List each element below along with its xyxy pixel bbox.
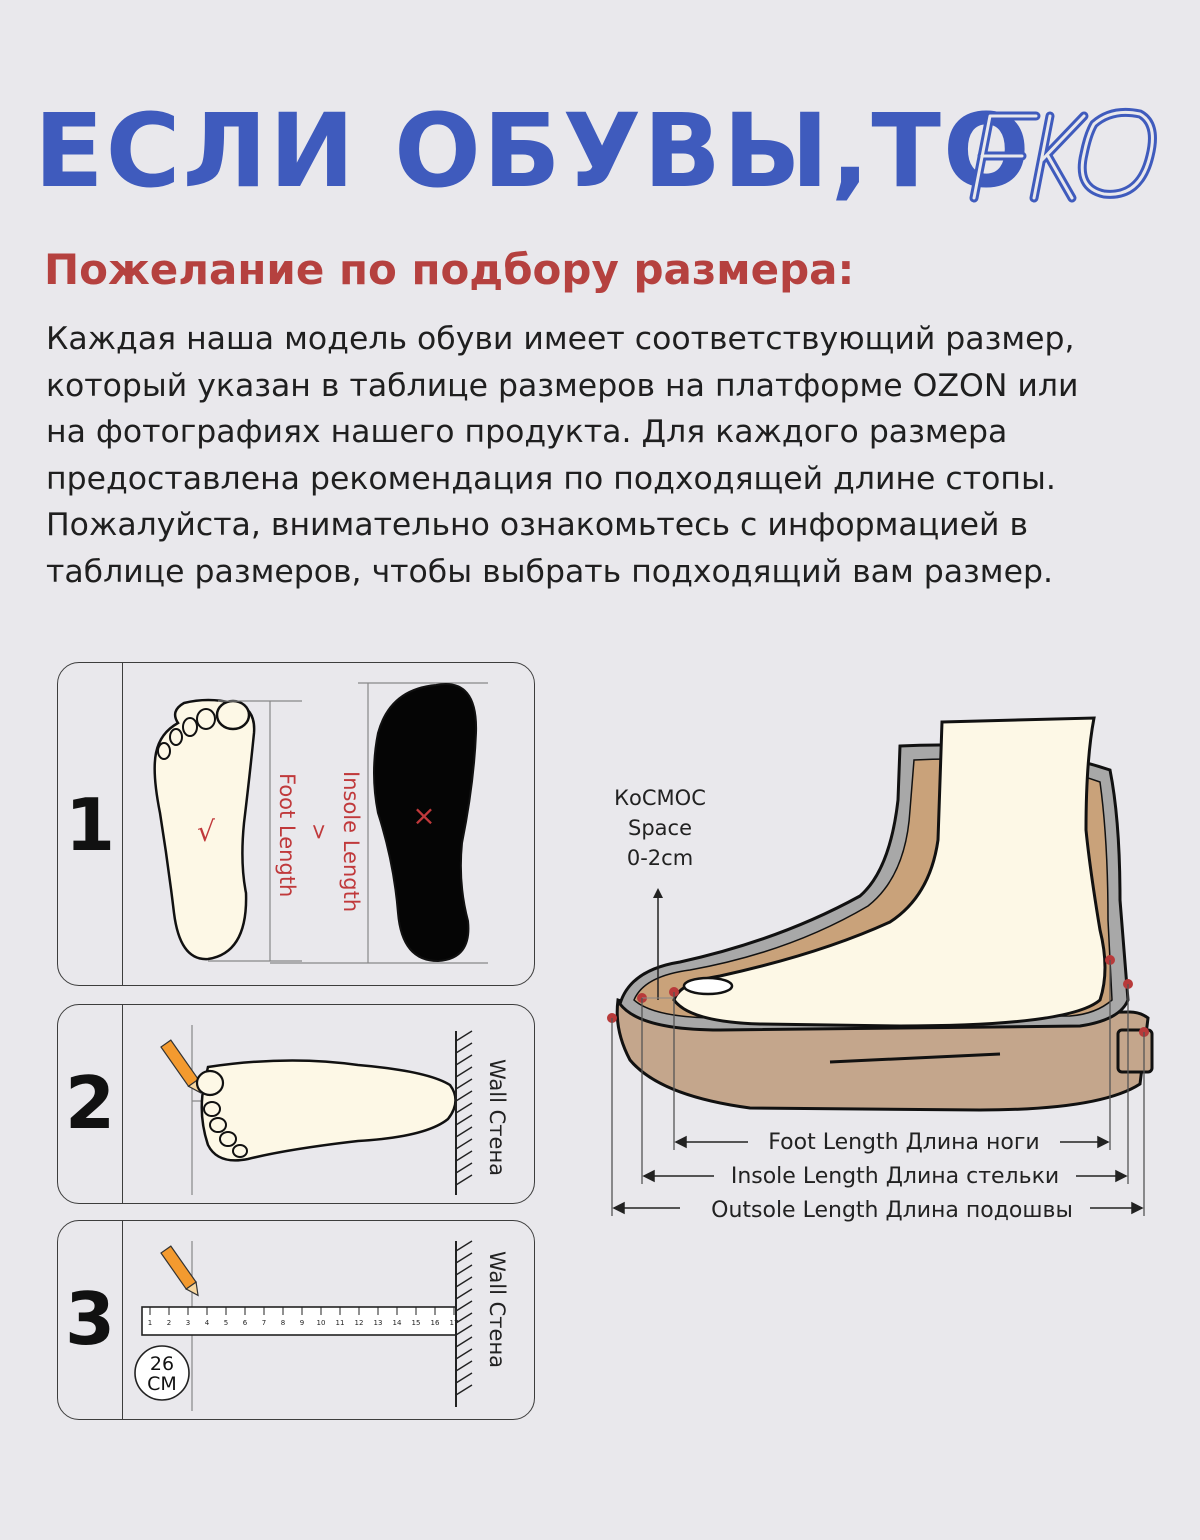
advice-line: который указан в таблице размеров на платформе OZON или	[46, 367, 1079, 404]
ruler-tick-label: 4	[204, 1319, 210, 1327]
step-1-panel	[57, 662, 535, 986]
brand-text: FKO	[1053, 208, 1055, 209]
ruler-icon	[142, 1307, 458, 1335]
check-mark: √	[197, 815, 215, 848]
advice-line: на фотографиях нашего продукта. Для каждого размера	[46, 414, 1008, 450]
ruler-tick-label: 12	[354, 1319, 364, 1327]
advice-line: предоставлена рекомендация по подходящей длине стопы.	[46, 460, 1056, 497]
ruler-tick-label: 15	[411, 1319, 421, 1327]
ruler-tick-label: 8	[280, 1319, 286, 1327]
step-3-panel	[57, 1220, 535, 1420]
advice-line: Пожалуйста, внимательно ознакомьтесь с информацией в	[46, 507, 1029, 543]
ruler-tick-label: 11	[335, 1319, 345, 1327]
brand-logo	[944, 94, 1164, 210]
ruler-tick-label: 14	[392, 1319, 402, 1327]
step-number: 2	[64, 1061, 116, 1145]
ruler-tick-label: 1	[147, 1319, 153, 1327]
outsole-length-caption: Outsole Length Длина подошвы	[711, 1198, 1073, 1223]
ruler-tick-label: 17	[449, 1319, 459, 1327]
wall-icon	[456, 1031, 472, 1195]
insole-length-caption: Insole Length Длина стельки	[730, 1164, 1060, 1189]
wall-label: Wall Стена	[485, 1251, 509, 1369]
ruler-tick-label: 3	[185, 1319, 191, 1327]
advice-line: таблице размеров, чтобы выбрать подходящий вам размер.	[46, 553, 1053, 590]
step-number: 1	[64, 783, 116, 867]
ruler-tick-label: 13	[373, 1319, 383, 1327]
ruler-tick-label: 16	[430, 1319, 440, 1327]
advice-paragraph	[46, 316, 1166, 595]
space-label-line: Space	[628, 816, 692, 840]
result-unit: СМ	[147, 1373, 177, 1395]
ruler-tick-label: 2	[166, 1319, 172, 1327]
boot-cross-section-icon	[600, 700, 1160, 1230]
insole-length-label: Insole Length	[339, 771, 363, 913]
foot-topview-icon	[197, 1060, 456, 1160]
result-value: 26	[149, 1353, 175, 1375]
advice-title: Пожелание по подбору размера:	[44, 245, 855, 294]
space-label-line: КоСМОС	[614, 786, 706, 810]
space-label	[590, 783, 730, 873]
ruler-tick-label: 7	[261, 1319, 267, 1327]
ruler-tick-label: 5	[223, 1319, 229, 1327]
pencil-icon	[161, 1246, 203, 1299]
ruler-tick-label: 9	[299, 1319, 305, 1327]
foot-length-label: Foot Length	[275, 773, 299, 898]
step-2-panel	[57, 1004, 535, 1204]
ruler-tick-label: 10	[316, 1319, 326, 1327]
compare-symbol: >	[307, 823, 331, 841]
step-number: 3	[64, 1277, 116, 1361]
ruler-tick-label: 6	[242, 1319, 248, 1327]
cross-mark: ×	[412, 799, 436, 832]
headline: ЕСЛИ ОБУВЫ,ТО	[34, 92, 1032, 211]
space-label-line: 0-2cm	[626, 846, 694, 870]
foot-length-caption: Foot Length Длина ноги	[768, 1130, 1040, 1155]
advice-line: Каждая наша модель обуви имеет соответствующий размер,	[46, 321, 1075, 357]
wall-label: Wall Стена	[485, 1059, 509, 1177]
